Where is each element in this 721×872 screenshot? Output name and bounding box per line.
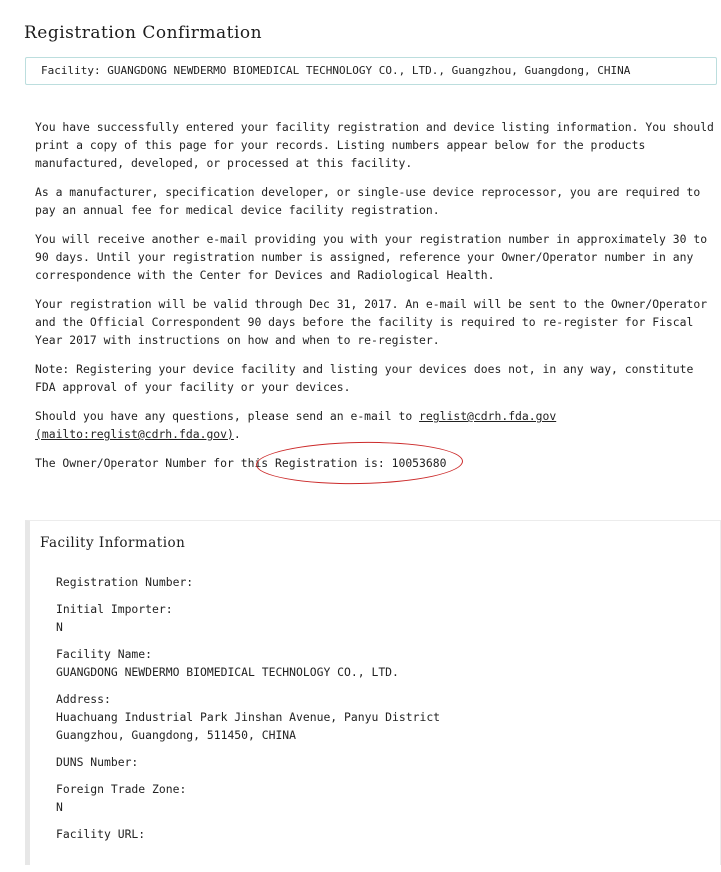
facility-information-panel [25,520,721,865]
facility-url-label: Facility URL: [56,827,146,841]
facility-name-field [56,645,440,681]
facility-name-value: GUANGDONG NEWDERMO BIOMEDICAL TECHNOLOGY CO., LTD. [56,665,399,679]
owner-operator-label: The Owner/Operator Number for this Registration is: [35,456,392,470]
address-line-1: Huachuang Industrial Park Jinshan Avenue, Panyu District [56,710,441,724]
confirmation-content [35,118,715,483]
initial-importer-field [56,600,440,636]
reglist-email-link[interactable]: reglist@cdrh.fda.gov (mailto:reglist@cdrh.fda.gov) [35,409,557,441]
owner-operator-line [35,454,715,472]
disclaimer-paragraph: Note: Registering your device facility and listing your devices does not, in any way, constitute FDA approval of your facility or your devices. [35,362,694,394]
questions-period: . [233,427,241,441]
duns-number-label: DUNS Number: [56,755,139,769]
facility-summary-box [25,57,717,85]
foreign-trade-zone-label: Foreign Trade Zone: [56,782,187,796]
foreign-trade-zone-value: N [56,800,63,814]
facility-information-title: Facility Information [40,535,186,551]
page-title: Registration Confirmation [24,23,263,43]
initial-importer-value: N [56,620,63,634]
questions-paragraph [35,407,715,443]
registration-number-field [56,573,440,591]
facility-summary-text: Facility: GUANGDONG NEWDERMO BIOMEDICAL TECHNOLOGY CO., LTD., Guangzhou, Guangdong, CHINA [41,64,631,77]
owner-operator-number: 10053680 [391,456,447,470]
facility-fields [56,573,440,852]
address-field [56,690,440,744]
registration-number-label: Registration Number: [56,575,194,589]
initial-importer-label: Initial Importer: [56,602,173,616]
email-notice-paragraph: You will receive another e-mail providing you with your registration number in approximately 30 to 90 days. Until your registration number is assigned, reference your Owner/Operator number in any correspondence with the Center for Devices and Radiological Health. [35,232,708,282]
facility-name-label: Facility Name: [56,647,153,661]
foreign-trade-zone-field [56,780,440,816]
intro-paragraph: You have successfully entered your facility registration and device listing information. You should print a copy of this page for your records. Listing numbers appear below for the products manufactured, developed, or processed at this facility. [35,120,714,170]
fee-paragraph: As a manufacturer, specification developer, or single-use device reprocessor, you are required to pay an annual fee for medical device facility registration. [35,185,701,217]
address-line-2: Guangzhou, Guangdong, 511450, CHINA [56,728,297,742]
facility-url-field [56,825,440,843]
address-label: Address: [56,692,111,706]
validity-paragraph: Your registration will be valid through Dec 31, 2017. An e-mail will be sent to the Owner/Operator and the Official Correspondent 90 days before the facility is required to re-register for Fiscal Year 2017 with instructions on how and when to re-register. [35,297,708,347]
duns-number-field [56,753,440,771]
questions-text: Should you have any questions, please send an e-mail to [35,409,420,423]
